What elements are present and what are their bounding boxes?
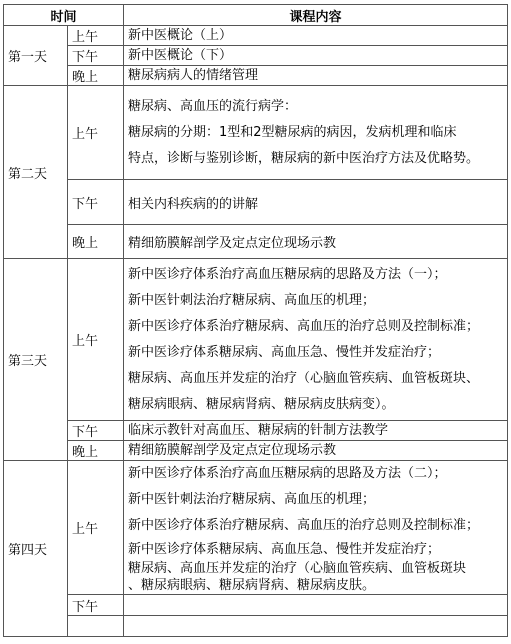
course-content [124, 421, 508, 441]
course-content [124, 259, 508, 421]
table-row [4, 86, 508, 180]
day-label: 第四天 [4, 461, 68, 637]
table-row [4, 26, 508, 46]
content-line: 糖尿病、高血压并发症的治疗（心脑血管疾病、血管板斑块 [128, 561, 467, 576]
table-row [4, 225, 508, 259]
period-label: 上午 [68, 461, 124, 595]
course-content [124, 46, 508, 66]
period-label: 上午 [68, 259, 124, 421]
content-line: 特点，诊断与鉴别诊断，糖尿病的新中医治疗方法及优略势。 [128, 150, 480, 166]
content-line: 糖尿病、高血压的流行病学： [128, 98, 298, 114]
course-content [124, 441, 508, 461]
table-row [4, 46, 508, 66]
table-row [4, 461, 508, 595]
period-label [68, 616, 124, 637]
course-content [124, 616, 508, 637]
course-content [124, 86, 508, 180]
period-label: 上午 [68, 86, 124, 180]
content-line: 糖尿病的分期：1型和2型糖尿病的病因，发病机理和临床 [128, 124, 457, 140]
content-line: 新中医诊疗体系糖尿病、高血压急、慢性并发症治疗； [128, 344, 441, 360]
content-line: 新中医诊疗体系糖尿病、高血压急、慢性并发症治疗； [128, 542, 441, 557]
content-line: 新中医概论（上） [128, 27, 233, 43]
content-line: 糖尿病、高血压并发症的治疗（心脑血管疾病、血管板斑块、 [128, 370, 480, 386]
table-row [4, 66, 508, 86]
content-line: 新中医针刺法治疗糖尿病、高血压的机理； [128, 292, 376, 308]
content-line: 精细筋膜解剖学及定点定位现场示教 [128, 236, 337, 251]
content-line: 新中医诊疗体系治疗糖尿病、高血压的治疗总则及控制标准； [128, 518, 480, 533]
table-row [4, 259, 508, 421]
day-label: 第三天 [4, 259, 68, 461]
content-line: 糖尿病病人的情绪管理 [128, 67, 259, 83]
content-line: 新中医诊疗体系治疗糖尿病、高血压的治疗总则及控制标准； [128, 318, 480, 334]
content-line: 新中医针刺法治疗糖尿病、高血压的机理； [128, 492, 376, 507]
period-label: 晚上 [68, 441, 124, 461]
content-line: 糖尿病眼病、糖尿病肾病、糖尿病皮肤病变）。 [128, 396, 395, 412]
header-time: 时间 [4, 5, 124, 26]
day-label: 第一天 [4, 26, 68, 86]
content-line: 、糖尿病眼病、糖尿病肾病、糖尿病皮肤。 [128, 578, 376, 593]
period-label: 下午 [68, 421, 124, 441]
period-label: 下午 [68, 46, 124, 66]
table-row [4, 616, 508, 637]
content-line: 精细筋膜解剖学及定点定位现场示教 [128, 442, 337, 458]
period-label: 下午 [68, 595, 124, 616]
course-content [124, 461, 508, 595]
table-row [4, 441, 508, 461]
course-schedule-table [3, 4, 508, 637]
content-line: 新中医诊疗体系治疗高血压糖尿病的思路及方法（二）； [128, 466, 447, 481]
course-content [124, 225, 508, 259]
content-line: 新中医诊疗体系治疗高血压糖尿病的思路及方法（一）； [128, 266, 447, 282]
table-row [4, 421, 508, 441]
period-label: 上午 [68, 26, 124, 46]
course-content [124, 595, 508, 616]
table-row [4, 595, 508, 616]
course-content [124, 180, 508, 225]
period-label: 晚上 [68, 66, 124, 86]
content-line: 相关内科疾病的的讲解 [128, 196, 259, 212]
course-content [124, 26, 508, 46]
day-label: 第二天 [4, 86, 68, 259]
period-label: 晚上 [68, 225, 124, 259]
period-label: 下午 [68, 180, 124, 225]
header-content: 课程内容 [124, 5, 508, 26]
table-row [4, 180, 508, 225]
header-row [4, 5, 508, 26]
course-content [124, 66, 508, 86]
content-line: 临床示教针对高血压、糖尿病的针制方法教学 [128, 422, 389, 438]
content-line: 新中医概论（下） [128, 47, 233, 63]
